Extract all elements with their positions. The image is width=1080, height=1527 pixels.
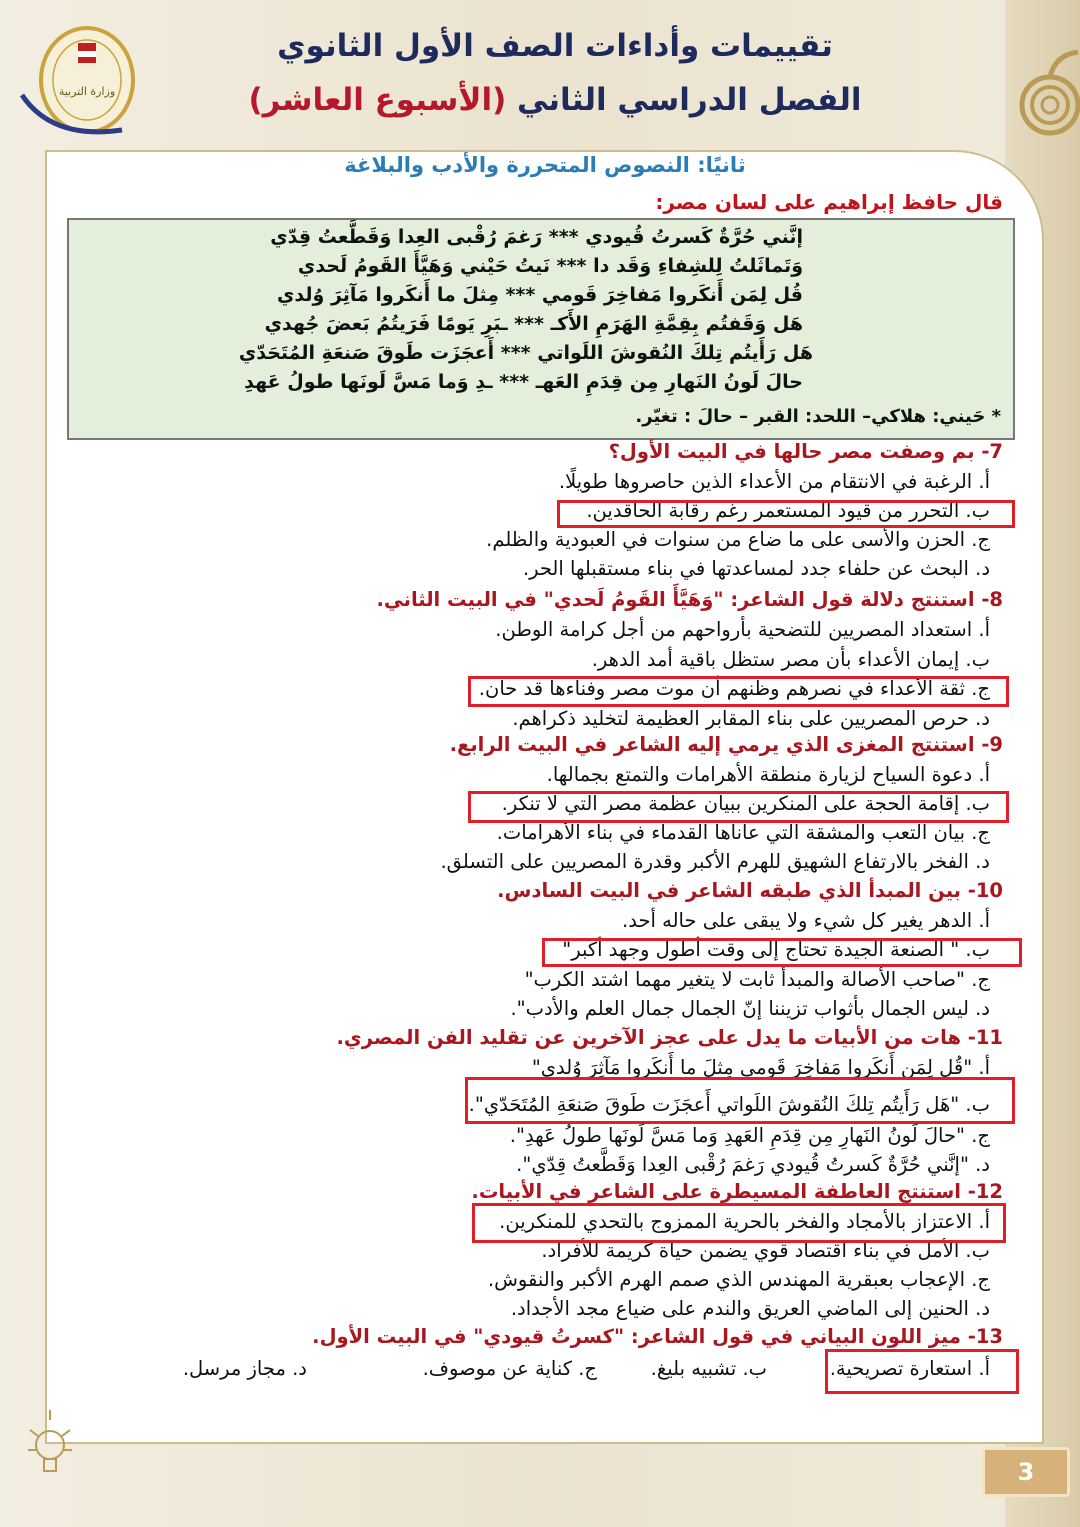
answer-option: ج. بيان التعب والمشقة التي عاناها القدماء في بناء الأهرامات. (496, 821, 990, 844)
answer-highlight-q10 (542, 938, 1022, 967)
answer-option: أ. دعوة السياح لزيارة منطقة الأهرامات والتمتع بجمالها. (546, 763, 990, 786)
section-title: ثانيًا: النصوص المتحررة والأدب والبلاغة (344, 153, 746, 177)
answer-highlight-q12 (472, 1203, 1006, 1243)
question-8-text: 8- استنتج دلالة قول الشاعر: "وَهَيَّأَ القَومُ لَحدي" في البيت الثاني. (376, 588, 1003, 611)
semester-label: الفصل الدراسي الثاني (506, 82, 862, 118)
poem-line: وَتَماثَلتُ لِلشِفاءِ وَقَد دا *** نَيتُ حَيْني وَهَيَّأَ القَومُ لَحدي (297, 255, 803, 277)
answer-option: أ. الدهر يغير كل شيء ولا يبقى على حاله أحد. (622, 909, 990, 932)
answer-option: د. ليس الجمال بأثواب تزيننا إنّ الجمال جمال العلم والأدب". (510, 996, 990, 1020)
answer-option: د. حرص المصريين على بناء المقابر العظيمة لتخليد ذكراهم. (512, 706, 990, 730)
page-title: تقييمات وأداءات الصف الأول الثانوي (277, 28, 833, 64)
question-7-text: 7- بم وصفت مصر حالها في البيت الأول؟ (608, 440, 1003, 463)
page-subtitle (0, 82, 1080, 118)
answer-option: ج. الحزن والأسى على ما ضاع من سنوات في العبودية والظلم. (486, 528, 990, 551)
answer-option: ب. تشبيه بليغ. (650, 1357, 767, 1380)
answer-option: أ. الرغبة في الانتقام من الأعداء الذين حاصروها طويلًا. (558, 470, 990, 493)
answer-option: ج. ثقة الأعداء في نصرهم وظنهم أن موت مصر وفناءها قد حان. (478, 677, 990, 700)
answer-option: ب. الأمل في بناء اقتصاد قوي يضمن حياة كريمة للأفراد. (541, 1239, 990, 1262)
answer-option: د. "إنَّني حُرَّةٌ كَسرتُ قُيودي رَغمَ رُقْبى العِدا وَقَطَّعتُ قِدّي". (516, 1153, 990, 1176)
week-label: (الأسبوع العاشر) (248, 82, 507, 118)
poem-box (67, 218, 1015, 440)
page-number: 3 (982, 1447, 1070, 1497)
question-13-text: 13- ميز اللون البياني في قول الشاعر: "كسرتُ قيودي" في البيت الأول. (312, 1325, 1003, 1348)
answer-option: أ. استعداد المصريين للتضحية بأرواحهم من أجل كرامة الوطن. (495, 618, 990, 641)
answer-option: أ. الاعتزاز بالأمجاد والفخر بالحرية الممزوج بالتحدي للمنكرين. (499, 1210, 990, 1233)
poem-line: هَل رَأَيتُم تِلكَ النُقوشَ اللَواتي *** أَعجَزَت طَوقَ صَنعَةِ المُتَحَدّي (238, 342, 813, 364)
answer-option: ب. " الصنعة الجيدة تحتاج إلى وقت أطول وجهد أكبر" (562, 938, 990, 962)
answer-option: ج. الإعجاب بعبقرية المهندس الذي صمم الهرم الأكبر والنقوش. (487, 1268, 990, 1291)
answer-option: ب. التحرر من قيود المستعمر رغم رقابة الحاقدين. (586, 499, 990, 522)
answer-option: ب. إيمان الأعداء بأن مصر ستظل باقية أمد الدهر. (591, 647, 990, 671)
answer-option: أ. "قُل لِمَن أَنكَروا مَفاخِرَ قَومي مِثلَ ما أَنكَروا مَآثِرَ وُلدي" (531, 1056, 990, 1079)
question-11-text: 11- هات من الأبيات ما يدل على عجز الآخرين عن تقليد الفن المصري. (336, 1026, 1003, 1049)
poem-line: هَل وَقَفتُم بِقِمَّةِ الهَرَمِ الأَكـ *** ـبَرِ يَومًا فَرَيتُمُ بَعضَ جُهدي (264, 313, 803, 335)
answer-highlight-q11 (465, 1077, 1015, 1124)
answer-option: د. مجاز مرسل. (182, 1357, 307, 1380)
question-10-text: 10- بين المبدأ الذي طبقه الشاعر في البيت السادس. (497, 879, 1003, 902)
answer-highlight-q7 (557, 500, 1015, 528)
lightbulb-icon (25, 1405, 75, 1495)
poem-intro: قال حافظ إبراهيم على لسان مصر: (655, 190, 1003, 214)
question-9-text: 9- استنتج المغزى الذي يرمي إليه الشاعر في البيت الرابع. (449, 733, 1003, 756)
question-12-text: 12- استنتج العاطفة المسيطرة على الشاعر في الأبيات. (471, 1180, 1003, 1203)
answer-option: ج. كناية عن موصوف. (422, 1357, 597, 1380)
answer-highlight-q13 (825, 1349, 1019, 1394)
poem-line: حالَ لَونُ النَهارِ مِن قِدَمِ العَهـ *** ـدِ وَما مَسَّ لَونَها طولُ عَهدِ (244, 371, 803, 393)
poem-glossary: * حَيني: هلاكي– اللحد: القبر – حالَ : تغيّر. (635, 406, 1001, 427)
answer-option: د. البحث عن حلفاء جدد لمساعدتها في بناء مستقبلها الحر. (522, 557, 990, 580)
answer-option: ج. "حالَ لَونُ النَهارِ مِن قِدَمِ العَهدِ وَما مَسَّ لَونَها طولُ عَهدِ". (509, 1124, 990, 1147)
answer-option: د. الفخر بالارتفاع الشهيق للهرم الأكبر وقدرة المصريين على التسلق. (440, 850, 990, 873)
answer-option: ب. إقامة الحجة على المنكرين ببيان عظمة مصر التي لا تنكر. (501, 792, 990, 815)
answer-option: أ. استعارة تصريحية. (829, 1357, 990, 1380)
answer-highlight-q8 (468, 676, 1009, 707)
answer-highlight-q9 (468, 791, 1009, 823)
poem-line: إنَّني حُرَّةٌ كَسرتُ قُيودي *** رَغمَ رُقْبى العِدا وَقَطَّعتُ قِدّي (270, 226, 803, 248)
poem-line: قُل لِمَن أَنكَروا مَفاخِرَ قَومي *** مِثلَ ما أَنكَروا مَآثِرَ وُلدي (277, 284, 803, 306)
answer-option: ج. "صاحب الأصالة والمبدأ ثابت لا يتغير مهما اشتد الكرب" (524, 967, 990, 991)
answer-option: ب. "هَل رَأَيتُم تِلكَ النُقوشَ اللَواتي أَعجَزَت طَوقَ صَنعَةِ المُتَحَدّي". (468, 1093, 990, 1116)
svg-text:وزارة التربية: وزارة التربية (58, 85, 116, 98)
answer-option: د. الحنين إلى الماضي العريق والندم على ضياع مجد الأجداد. (510, 1297, 990, 1320)
